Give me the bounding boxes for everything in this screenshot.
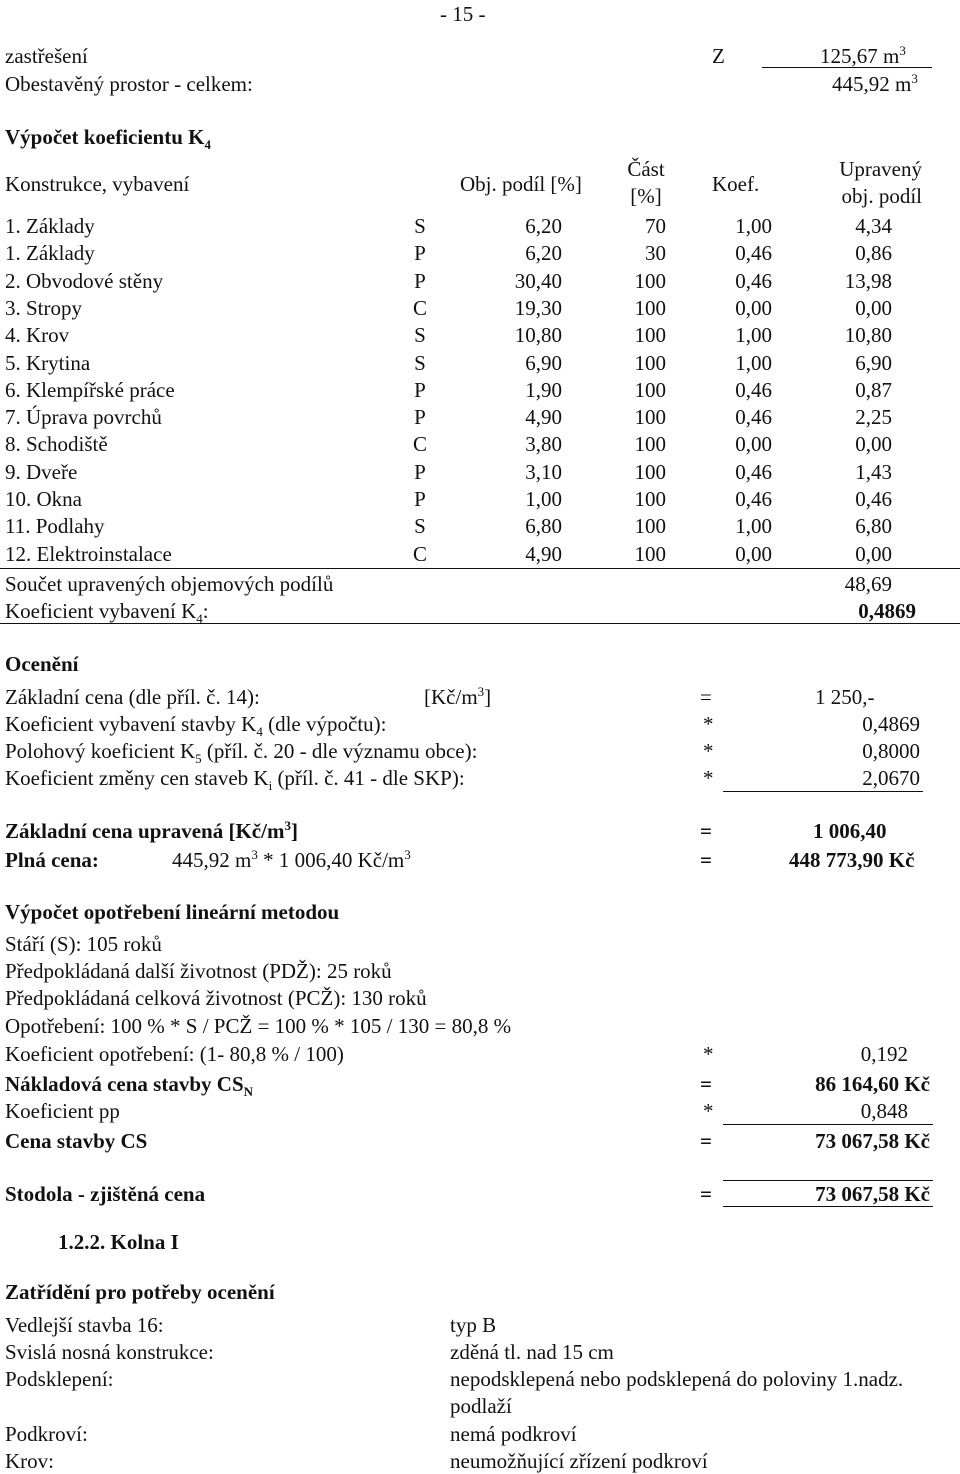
col-adjusted-line1: Upravený [839, 157, 922, 181]
base-price-unit: $[Kč/m^3]$ [424, 684, 492, 709]
k5-line-operator: * [703, 739, 714, 763]
wear-coef-label: Koeficient opotřebení: (1- 80,8 % / 100) [5, 1042, 344, 1066]
cell-coef: 1,00 [735, 514, 772, 539]
cell-coef: 0,46 [735, 405, 772, 430]
result-label: Stodola - zjištěná cena [5, 1182, 206, 1206]
col-adjusted-line2: obj. podíl [841, 184, 922, 208]
cell-share: 30,40 [514, 268, 562, 293]
cell-code: S [414, 214, 426, 238]
cost-price-value: 86 164,60 Kč [815, 1072, 930, 1096]
cell-share: 1,90 [525, 377, 562, 402]
cell-part: 100 [634, 541, 666, 566]
k4-heading: Výpočet koeficientu $K_4$ [5, 125, 211, 153]
cell-code: C [412, 541, 427, 566]
full-price-label: Plná cena: [5, 848, 99, 872]
cell-share: 10,80 [514, 323, 562, 348]
cell-adjusted: 0,87 [855, 377, 892, 402]
wear-coef-operator: * [703, 1042, 714, 1066]
cell-part: 100 [634, 432, 666, 457]
cell-part: 100 [634, 323, 666, 348]
table-divider [0, 568, 960, 569]
roof-label: zastřešení [5, 44, 88, 68]
cell-code: S [414, 350, 426, 375]
cell-adjusted: 6,80 [855, 514, 892, 539]
cell-share: 4,90 [525, 541, 562, 566]
cell-share: 6,20 [525, 241, 562, 266]
table-row [0, 216, 960, 243]
age-line: Stáří (S): 105 roků [5, 932, 162, 956]
pp-coef-value: 0,848 [860, 1099, 908, 1123]
cell-part: 100 [634, 487, 666, 511]
cost-price-operator: = [700, 1072, 712, 1096]
k4-line-label: Koeficient vybavení stavby $K_4$ (dle výpočtu): [5, 712, 387, 740]
col-share: Obj. podíl [%] [460, 172, 582, 196]
remaining-life-line: Předpokládaná další životnost (PDŽ): 25 roků [5, 959, 392, 983]
cell-part: 100 [634, 268, 666, 293]
cell-adjusted: 13,98 [844, 268, 892, 293]
section-title: 1.2.2. Kolna I [58, 1230, 179, 1254]
k5-line-label: Polohový koeficient $K_5$ (příl. č. 20 - dle významu obce): [5, 739, 478, 767]
k4-line-operator: * [703, 712, 714, 736]
roof-code: Z [712, 44, 725, 68]
depreciation-heading: Výpočet opotřebení lineární metodou [5, 900, 340, 924]
cell-construction: 8. Schodiště [5, 432, 108, 457]
adjusted-price-value: 1 006,40 [813, 819, 887, 843]
cell-share: 4,90 [525, 405, 562, 430]
cell-adjusted: 0,46 [855, 487, 892, 511]
base-price-operator: = [700, 685, 712, 709]
cell-part: 100 [634, 459, 666, 484]
roof-underline [762, 67, 932, 68]
classification-value: typ B [450, 1313, 497, 1337]
ki-line-value: 2,0670 [862, 766, 920, 790]
roof-value: 125,67 $m^3$ [820, 43, 906, 68]
col-coef: Koef. [712, 172, 760, 196]
cell-share: 3,80 [525, 432, 562, 457]
table-row [0, 516, 960, 543]
cell-code: S [414, 323, 426, 348]
cell-coef: 0,46 [735, 459, 772, 484]
full-price-calculation: 445,92 $m^3 * 1$ 006,40 $Kč/m^3$ [172, 847, 411, 872]
building-price-operator: = [700, 1129, 712, 1153]
table-row [0, 325, 960, 352]
cell-adjusted: 6,90 [855, 350, 892, 375]
cell-code: C [412, 295, 427, 320]
cell-part: 100 [634, 514, 666, 539]
ki-line-label: Koeficient změny cen staveb $K_i$ (příl. č. 41 - dle SKP): [5, 766, 465, 794]
cell-adjusted: 2,25 [855, 405, 892, 430]
classification-label: Podsklepení: [5, 1367, 114, 1391]
total-volume-label: Obestavěný prostor - celkem: [5, 72, 253, 96]
classification-label: Vedlejší stavba 16: [5, 1313, 164, 1337]
cell-construction: 7. Úprava povrchů [5, 405, 162, 430]
cell-construction: 10. Okna [5, 487, 82, 511]
table-row [0, 377, 960, 407]
classification-value: nemá podkroví [450, 1422, 577, 1446]
result-value: 73 067,58 Kč [815, 1182, 930, 1206]
base-price-label: Základní cena (dle příl. č. 14): [5, 685, 260, 709]
cell-code: P [414, 377, 426, 402]
cell-share: 1,00 [525, 487, 562, 511]
adjusted-price-label: Základní cena upravená $[Kč/m^3]$ [5, 818, 298, 843]
building-price-label: Cena stavby CS [5, 1129, 148, 1153]
table-row [0, 407, 960, 434]
classification-label: Podkroví: [5, 1422, 88, 1446]
pp-coef-operator: * [703, 1099, 714, 1123]
classification-label: Krov: [5, 1449, 54, 1473]
cell-construction: 5. Krytina [5, 350, 91, 375]
cell-part: 30 [645, 241, 666, 266]
cell-part: 100 [634, 350, 666, 375]
cost-price-label: Nákladová cena stavby $CS_N$ [5, 1072, 254, 1100]
k5-line-value: 0,8000 [862, 739, 920, 763]
ki-underline [723, 791, 923, 792]
sum-value: 48,69 [844, 572, 892, 596]
pp-underline [723, 1124, 933, 1125]
page-number: - 15 - [440, 2, 486, 26]
classification-label: Svislá nosná konstrukce: [5, 1340, 214, 1364]
cell-construction: 11. Podlahy [5, 514, 105, 539]
table-row [0, 541, 960, 571]
result-underline [723, 1206, 933, 1207]
cell-coef: 0,00 [735, 295, 772, 320]
cell-adjusted: 4,34 [855, 214, 892, 238]
cell-coef: 0,00 [735, 432, 772, 457]
cell-construction: 2. Obvodové stěny [5, 268, 164, 293]
cell-code: P [414, 241, 426, 266]
cell-share: 19,30 [514, 295, 562, 320]
table-row [0, 459, 960, 489]
cell-construction: 1. Základy [5, 241, 95, 266]
cell-code: P [414, 405, 426, 430]
sum-label: Součet upravených objemových podílů [5, 572, 334, 596]
classification-value: nepodsklepená nebo podsklepená do poloviny 1.nadz. [450, 1367, 904, 1391]
table-row [0, 268, 960, 298]
table-row [0, 489, 960, 516]
cell-adjusted: 10,80 [844, 323, 892, 348]
cell-code: S [414, 514, 426, 539]
cell-part: 100 [634, 405, 666, 430]
classification-value: neumožňující zřízení podkroví [450, 1449, 708, 1473]
cell-construction: 1. Základy [5, 214, 95, 238]
adjusted-price-operator: = [700, 819, 712, 843]
col-part-line2: [%] [630, 184, 662, 208]
cell-construction: 3. Stropy [5, 295, 83, 320]
table-row [0, 434, 960, 461]
building-price-value: 73 067,58 Kč [815, 1129, 930, 1153]
k4-coef-value: 0,4869 [858, 599, 916, 623]
ki-line-operator: * [703, 766, 714, 790]
cell-share: 6,20 [525, 214, 562, 238]
col-construction: Konstrukce, vybavení [5, 172, 190, 196]
wear-line: Opotřebení: 100 % * S / PCŽ = 100 % * 105 / 130 = 80,8 % [5, 1014, 512, 1038]
table-row [0, 350, 960, 380]
cell-adjusted: 0,00 [855, 432, 892, 457]
classification-heading: Zatřídění pro potřeby ocenění [5, 1280, 275, 1304]
cell-part: 100 [634, 295, 666, 320]
cell-coef: 0,46 [735, 241, 772, 266]
cell-adjusted: 0,00 [855, 295, 892, 320]
cell-construction: 4. Krov [5, 323, 70, 348]
cell-code: P [414, 268, 426, 293]
result-operator: = [700, 1182, 712, 1206]
table-row [0, 295, 960, 325]
cell-construction: 9. Dveře [5, 459, 78, 484]
full-price-operator: = [700, 848, 712, 872]
valuation-heading: Ocenění [5, 652, 79, 676]
table-bottom-line [0, 623, 960, 624]
result-top-line [723, 1180, 933, 1181]
wear-coef-value: 0,192 [860, 1042, 908, 1066]
cell-code: C [412, 432, 427, 457]
cell-code: P [414, 459, 426, 484]
cell-coef: 0,46 [735, 377, 772, 402]
total-life-line: Předpokládaná celková životnost (PCŽ): 130 roků [5, 986, 427, 1010]
cell-adjusted: 0,00 [855, 541, 892, 566]
cell-adjusted: 1,43 [855, 459, 892, 484]
cell-construction: 12. Elektroinstalace [5, 541, 172, 566]
cell-construction: 6. Klempířské práce [5, 377, 175, 402]
cell-coef: 1,00 [735, 323, 772, 348]
table-row [0, 243, 960, 270]
cell-coef: 1,00 [735, 214, 772, 238]
cell-adjusted: 0,86 [855, 241, 892, 266]
cell-code: P [414, 487, 426, 511]
cell-coef: 0,46 [735, 487, 772, 511]
cell-coef: 1,00 [735, 350, 772, 375]
pp-coef-label: Koeficient pp [5, 1099, 120, 1123]
cell-share: 6,80 [525, 514, 562, 539]
cell-part: 70 [645, 214, 666, 238]
cell-coef: 0,00 [735, 541, 772, 566]
classification-value: podlaží [450, 1394, 512, 1418]
cell-share: 6,90 [525, 350, 562, 375]
classification-value: zděná tl. nad 15 cm [450, 1340, 614, 1364]
full-price-value: 448 773,90 Kč [789, 848, 915, 872]
cell-share: 3,10 [525, 459, 562, 484]
base-price-value: 1 250,- [815, 685, 875, 709]
cell-coef: 0,46 [735, 268, 772, 293]
cell-part: 100 [634, 377, 666, 402]
col-part-line1: Část [627, 157, 665, 181]
k4-coef-label: Koeficient vybavení $K_4$: [5, 599, 209, 627]
total-volume-value: 445,92 $m^3$ [832, 71, 918, 96]
k4-line-value: 0,4869 [862, 712, 920, 736]
